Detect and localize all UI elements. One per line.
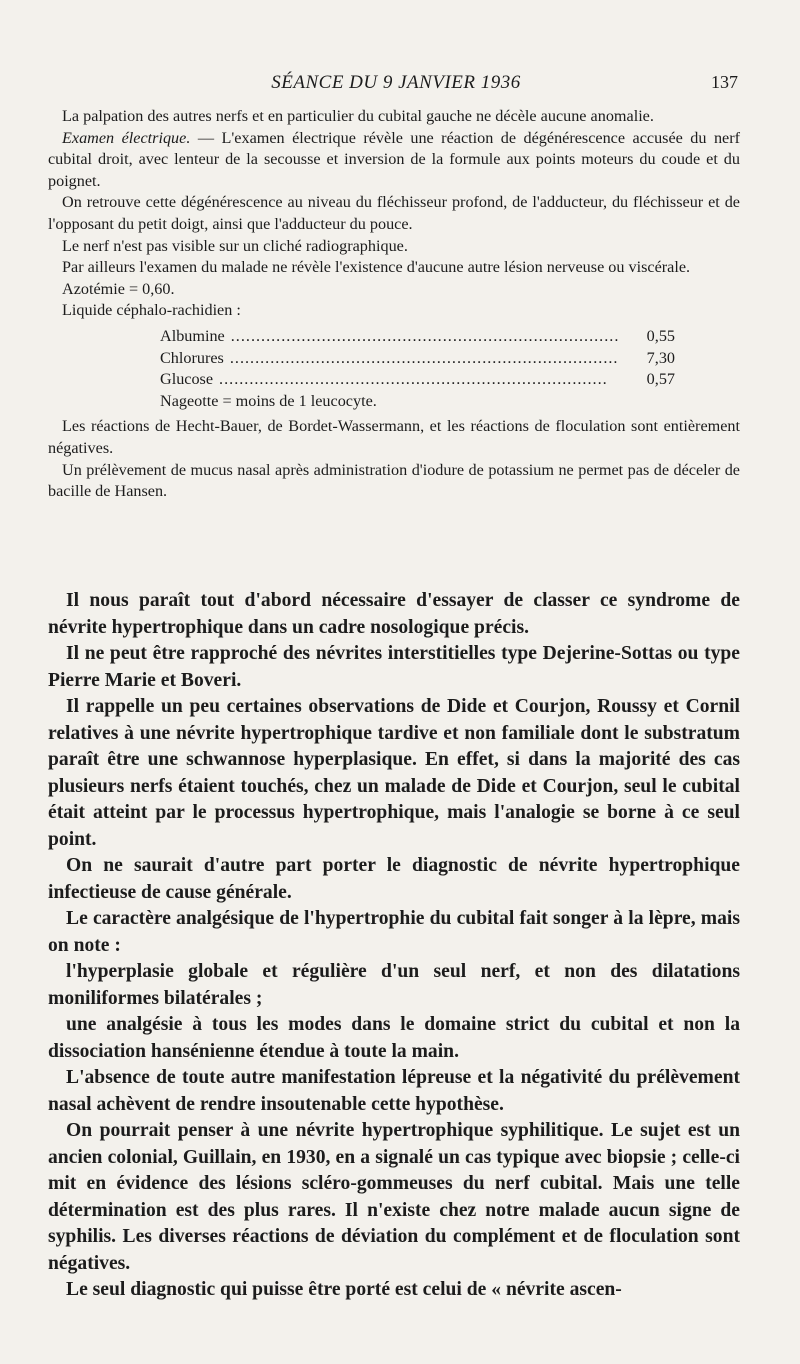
running-header <box>54 72 738 98</box>
paragraph: Les réactions de Hecht-Bauer, de Bordet-Wassermann, et les réactions de floculation sont entièrement négatives. <box>48 417 740 457</box>
paragraph-text: — L'examen électrique révèle une réaction de dégénérescence accusée du nerf cubital droit, avec lenteur de la secousse et inversion de la formule aux points moteurs du coude et du poignet. <box>48 128 741 190</box>
row-value: 7,30 <box>646 348 675 367</box>
paragraph: On retrouve cette dégénérescence au niveau du fléchisseur profond, de l'adducteur, du fléchisseur et de l'opposant du petit doigt, ainsi que l'adducteur du pouce. <box>48 193 740 233</box>
paragraph: La palpation des autres nerfs et en particulier du cubital gauche ne décèle aucune anomalie. <box>62 107 654 125</box>
leader-dots: ............................................................................. <box>219 370 608 389</box>
row-value: 0,55 <box>646 326 675 345</box>
paragraph: Un prélèvement de mucus nasal après administration d'iodure de potassium ne permet pas de déceler de bacille de Hansen. <box>48 460 740 501</box>
table-row <box>160 391 675 413</box>
paragraph: Il rappelle un peu certaines observations de Dide et Courjon, Roussy et Cornil relatives à une névrite hypertrophique tardive et non familiale dont le substratum paraît être une schwannose hyperplasique. En effet, si dans la majorité des cas plusieurs nerfs étaient touchés, chez un malade de Dide et Courjon, seul le cubital était atteint par le processus hypertrophique, mais l'analogie se borne à ce seul point. <box>48 696 740 850</box>
paragraph: l'hyperplasie globale et régulière d'un seul nerf, et non des dilatations moniliformes bilatérales ; <box>48 961 740 1009</box>
paragraph: Le caractère analgésique de l'hypertrophie du cubital fait songer à la lèpre, mais on note : <box>48 908 740 956</box>
table-row <box>160 369 675 391</box>
case-report-section <box>48 106 740 503</box>
page-number: 137 <box>711 72 738 92</box>
discussion-section <box>48 588 740 1304</box>
paragraph: Il ne peut être rapproché des névrites interstitielles type Dejerine-Sottas ou type Pierre Marie et Boveri. <box>48 643 740 691</box>
italic-heading: Examen électrique. <box>62 128 191 147</box>
table-row <box>160 348 675 370</box>
paragraph <box>48 128 740 193</box>
paragraph: On ne saurait d'autre part porter le diagnostic de névrite hypertrophique infectieuse de cause générale. <box>48 855 740 903</box>
row-label: Glucose <box>160 370 214 389</box>
table-row <box>160 326 675 348</box>
header-title: SÉANCE DU 9 JANVIER 1936 <box>271 72 521 93</box>
row-label: Albumine <box>160 326 225 345</box>
paragraph: On pourrait penser à une névrite hypertrophique syphilitique. Le sujet est un ancien colonial, Guillain, en 1930, en a signalé un cas typique avec biopsie ; celle-ci mit en évidence des lésions scléro-gommeuses du nerf cubital. Mais une telle détermination est des plus rares. Il n'existe chez notre malade aucun signe de syphilis. Les diverses réactions de déviation du complément et de floculation sont négatives. <box>48 1120 740 1274</box>
paragraph: Azotémie = 0,60. <box>62 279 175 298</box>
leader-dots: ............................................................................. <box>230 326 620 345</box>
paragraph: L'absence de toute autre manifestation lépreuse et la négativité du prélèvement nasal achèvent de rendre insoutenable cette hypothèse. <box>48 1067 740 1115</box>
row-value: 0,57 <box>646 370 675 389</box>
csf-results-table <box>160 326 675 412</box>
row-label: Chlorures <box>160 348 224 367</box>
paragraph: Le nerf n'est pas visible sur un cliché radiographique. <box>62 236 408 255</box>
paragraph: Par ailleurs l'examen du malade ne révèle l'existence d'aucune autre lésion nerveuse ou viscérale. <box>62 258 691 277</box>
paragraph: Il nous paraît tout d'abord nécessaire d'essayer de classer ce syndrome de névrite hypertrophique dans un cadre nosologique précis. <box>48 590 740 638</box>
paragraph: Le seul diagnostic qui puisse être porté est celui de « névrite ascen- <box>66 1279 622 1300</box>
nageotte-note: Nageotte = moins de 1 leucocyte. <box>160 391 377 410</box>
paragraph: une analgésie à tous les modes dans le domaine strict du cubital et non la dissociation hansénienne étendue à toute la main. <box>48 1014 740 1062</box>
paragraph: Liquide céphalo-rachidien : <box>62 301 241 320</box>
leader-dots: ............................................................................. <box>229 348 619 367</box>
